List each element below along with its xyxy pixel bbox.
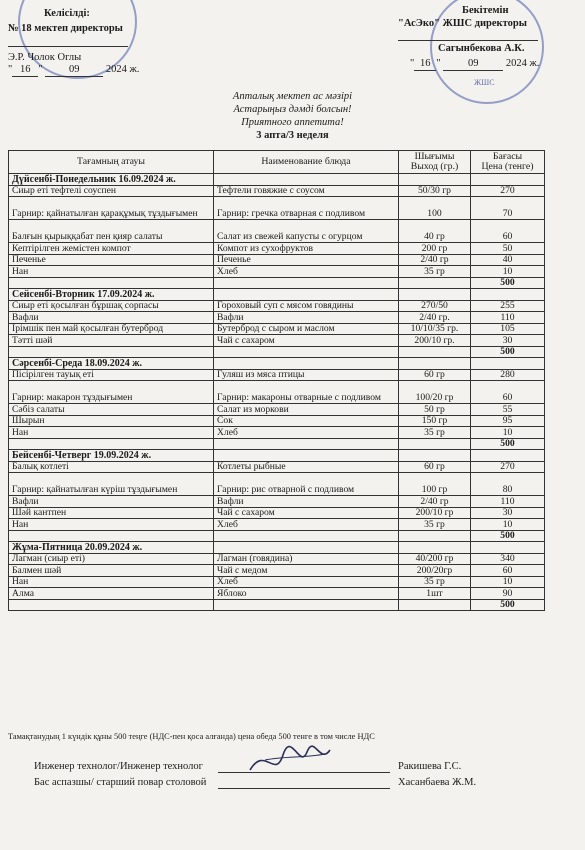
- yield-cell: 200 гр: [399, 243, 471, 255]
- dish-name-kz: Гарнир: макарон тұздығымен: [9, 381, 214, 404]
- dish-name-ru: Чай с сахаром: [214, 335, 399, 347]
- dish-name-ru: Тефтели говяжие с соусом: [214, 185, 399, 197]
- dish-name-kz: Нан: [9, 266, 214, 278]
- dish-name-ru: Гарнир: макароны отварные с подливом: [214, 381, 399, 404]
- dish-name-ru: Вафли: [214, 312, 399, 324]
- dish-name-ru: Вафли: [214, 496, 399, 508]
- dish-name-kz: Балық котлеті: [9, 461, 214, 473]
- dish-name-ru: Хлеб: [214, 519, 399, 531]
- day-header-row: [9, 174, 545, 186]
- col-header-name-ru: Наименование блюда: [214, 151, 399, 174]
- yield-cell: 40 гр: [399, 220, 471, 243]
- yield-cell: 35 гр: [399, 519, 471, 531]
- dish-name-ru: Компот из сухофруктов: [214, 243, 399, 255]
- menu-row: [9, 266, 545, 278]
- dish-name-kz: Печенье: [9, 254, 214, 266]
- yield-cell: 200/20гр: [399, 565, 471, 577]
- dish-name-ru: Чай с медом: [214, 565, 399, 577]
- total-row: [9, 346, 545, 358]
- menu-row: [9, 300, 545, 312]
- dish-name-ru: [214, 277, 399, 289]
- yield-cell: [399, 599, 471, 611]
- dish-name-kz: Тәтті шәй: [9, 335, 214, 347]
- greeting-ru: Приятного аппетита!: [241, 117, 344, 128]
- price-cell: 110: [471, 496, 545, 508]
- yield-cell: 40/200 гр: [399, 553, 471, 565]
- price-cell: 500: [471, 438, 545, 450]
- dish-name-kz: Пісірілген тауық еті: [9, 369, 214, 381]
- dish-name-ru: Гороховый суп с мясом говядины: [214, 300, 399, 312]
- dish-name-ru: [214, 289, 399, 301]
- dish-name-kz: Балғын қырыққабат пен қияр салаты: [9, 220, 214, 243]
- signer2-role: Бас аспазшы/ старший повар столовой: [34, 777, 207, 788]
- menu-row: [9, 197, 545, 220]
- yield-cell: [399, 277, 471, 289]
- yield-cell: [399, 346, 471, 358]
- dish-name-ru: Яблоко: [214, 588, 399, 600]
- menu-row: [9, 496, 545, 508]
- menu-row: [9, 369, 545, 381]
- menu-row: [9, 588, 545, 600]
- price-cell: 10: [471, 427, 545, 439]
- dish-name-kz: Шырын: [9, 415, 214, 427]
- yield-cell: [399, 530, 471, 542]
- yield-cell: [399, 174, 471, 186]
- dish-name-kz: Сәбіз салаты: [9, 404, 214, 416]
- yield-cell: 270/50: [399, 300, 471, 312]
- signer1-name: Ракишева Г.С.: [398, 761, 462, 772]
- menu-row: [9, 185, 545, 197]
- yield-cell: 150 гр: [399, 415, 471, 427]
- dish-name-ru: Гарнир: рис отварной с подливом: [214, 473, 399, 496]
- approval-right-position: "АсЭко" ЖШС директоры: [398, 18, 527, 29]
- dish-name-ru: [214, 542, 399, 554]
- dish-name-kz: Вафли: [9, 496, 214, 508]
- dish-name-ru: [214, 438, 399, 450]
- price-cell: 500: [471, 599, 545, 611]
- signature-scribble: [245, 740, 335, 780]
- dish-name-kz: [9, 346, 214, 358]
- menu-row: [9, 461, 545, 473]
- day-header-row: [9, 542, 545, 554]
- price-cell: 90: [471, 588, 545, 600]
- yield-cell: [399, 450, 471, 462]
- col-header-yield: Шығымы Выход (гр.): [399, 151, 471, 174]
- dish-name-kz: Шәй кантпен: [9, 507, 214, 519]
- price-note: Тамақтанудың 1 күндік құны 500 теңге (НДС-пен қоса алғанда) цена обеда 500 тенге в том числе НДС: [8, 732, 375, 741]
- price-cell: 80: [471, 473, 545, 496]
- dish-name-kz: [9, 530, 214, 542]
- price-cell: 105: [471, 323, 545, 335]
- dish-name-ru: Лагман (говядина): [214, 553, 399, 565]
- dish-name-ru: [214, 174, 399, 186]
- dish-name-ru: [214, 599, 399, 611]
- menu-row: [9, 553, 545, 565]
- price-cell: 10: [471, 266, 545, 278]
- menu-row: [9, 254, 545, 266]
- menu-row: [9, 220, 545, 243]
- day-header-row: [9, 450, 545, 462]
- price-cell: 70: [471, 197, 545, 220]
- signer2-name: Хасанбаева Ж.М.: [398, 777, 477, 788]
- total-row: [9, 277, 545, 289]
- dish-name-kz: Гарнир: қайнатылған күріш тұздығымен: [9, 473, 214, 496]
- stamp-label: ЖШС: [474, 78, 495, 87]
- dish-name-kz: Нан: [9, 576, 214, 588]
- dish-name-ru: Гарнир: гречка отварная с подливом: [214, 197, 399, 220]
- menu-table: [8, 150, 545, 611]
- yield-cell: [399, 358, 471, 370]
- col-header-price: Бағасы Цена (тенге): [471, 151, 545, 174]
- price-cell: 95: [471, 415, 545, 427]
- yield-cell: 10/10/35 гр.: [399, 323, 471, 335]
- dish-name-kz: Нан: [9, 519, 214, 531]
- dish-name-kz: Гарнир: қайнатылған қарақұмық тұздығымен: [9, 197, 214, 220]
- price-cell: 10: [471, 519, 545, 531]
- price-cell: 280: [471, 369, 545, 381]
- price-cell: [471, 542, 545, 554]
- dish-name-ru: [214, 450, 399, 462]
- yield-cell: 35 гр: [399, 576, 471, 588]
- price-cell: 270: [471, 461, 545, 473]
- dish-name-kz: Жұма-Пятница 20.09.2024 ж.: [9, 542, 214, 554]
- dish-name-ru: [214, 530, 399, 542]
- day-header-row: [9, 358, 545, 370]
- dish-name-kz: Кептірілген жемістен компот: [9, 243, 214, 255]
- dish-name-kz: Алма: [9, 588, 214, 600]
- approval-left-position: № 18 мектеп директоры: [8, 23, 123, 34]
- dish-name-ru: Салат из свежей капусты с огурцом: [214, 220, 399, 243]
- dish-name-kz: [9, 438, 214, 450]
- yield-cell: 100: [399, 197, 471, 220]
- approval-left-title: Келісілді:: [44, 8, 90, 19]
- yield-cell: 60 гр: [399, 369, 471, 381]
- dish-name-ru: Котлеты рыбные: [214, 461, 399, 473]
- dish-name-kz: [9, 599, 214, 611]
- dish-name-kz: Лагман (сиыр еті): [9, 553, 214, 565]
- menu-title-kz: Апталық мектеп ас мәзірі: [232, 91, 353, 102]
- dish-name-kz: Балмен шәй: [9, 565, 214, 577]
- yield-cell: 35 гр: [399, 427, 471, 439]
- price-cell: [471, 174, 545, 186]
- approval-left-name: Э.Р. Чолок Оглы: [8, 52, 82, 63]
- dish-name-ru: [214, 346, 399, 358]
- price-cell: 30: [471, 335, 545, 347]
- dish-name-kz: Вафли: [9, 312, 214, 324]
- menu-row: [9, 323, 545, 335]
- dish-name-ru: Салат из моркови: [214, 404, 399, 416]
- menu-row: [9, 473, 545, 496]
- dish-name-ru: Сок: [214, 415, 399, 427]
- dish-name-kz: Сейсенбі-Вторник 17.09.2024 ж.: [9, 289, 214, 301]
- dish-name-ru: Печенье: [214, 254, 399, 266]
- yield-cell: 2/40 гр: [399, 254, 471, 266]
- dish-name-ru: Гуляш из мяса птицы: [214, 369, 399, 381]
- menu-row: [9, 381, 545, 404]
- price-cell: 500: [471, 277, 545, 289]
- menu-row: [9, 519, 545, 531]
- yield-cell: 100/20 гр: [399, 381, 471, 404]
- price-cell: 10: [471, 576, 545, 588]
- dish-name-kz: Сиыр еті тефтелі соуспен: [9, 185, 214, 197]
- dish-name-kz: Сәрсенбі-Среда 18.09.2024 ж.: [9, 358, 214, 370]
- price-cell: 50: [471, 243, 545, 255]
- dish-name-kz: Бейсенбі-Четверг 19.09.2024 ж.: [9, 450, 214, 462]
- total-row: [9, 530, 545, 542]
- yield-cell: [399, 438, 471, 450]
- dish-name-kz: [9, 277, 214, 289]
- menu-row: [9, 312, 545, 324]
- yield-cell: 50/30 гр: [399, 185, 471, 197]
- yield-cell: [399, 289, 471, 301]
- greeting-kz: Астарыңыз дәмді болсын!: [233, 104, 352, 115]
- price-cell: 270: [471, 185, 545, 197]
- price-cell: [471, 450, 545, 462]
- dish-name-ru: [214, 358, 399, 370]
- approval-right-title: Бекітемін: [462, 5, 509, 16]
- dish-name-ru: Хлеб: [214, 266, 399, 278]
- price-cell: [471, 358, 545, 370]
- menu-row: [9, 243, 545, 255]
- approval-left-date: " 16 " 09 2024 ж.: [8, 64, 140, 75]
- price-cell: 30: [471, 507, 545, 519]
- yield-cell: 200/10 гр: [399, 507, 471, 519]
- dish-name-kz: Дүйсенбі-Понедельник 16.09.2024 ж.: [9, 174, 214, 186]
- menu-row: [9, 415, 545, 427]
- dish-name-kz: Сиыр еті қосылған бұршақ сорпасы: [9, 300, 214, 312]
- menu-row: [9, 565, 545, 577]
- price-cell: 60: [471, 381, 545, 404]
- day-header-row: [9, 289, 545, 301]
- price-cell: 500: [471, 346, 545, 358]
- price-cell: 60: [471, 220, 545, 243]
- col-header-name-kz: Тағамның атауы: [9, 151, 214, 174]
- price-cell: 255: [471, 300, 545, 312]
- total-row: [9, 599, 545, 611]
- yield-cell: 2/40 гр: [399, 496, 471, 508]
- approval-right-date: " 16 " 09 2024 ж.: [410, 58, 540, 69]
- price-cell: 55: [471, 404, 545, 416]
- yield-cell: 50 гр: [399, 404, 471, 416]
- yield-cell: 35 гр: [399, 266, 471, 278]
- yield-cell: [399, 542, 471, 554]
- dish-name-kz: Нан: [9, 427, 214, 439]
- yield-cell: 2/40 гр.: [399, 312, 471, 324]
- price-cell: 40: [471, 254, 545, 266]
- yield-cell: 200/10 гр.: [399, 335, 471, 347]
- dish-name-ru: Бутерброд с сыром и маслом: [214, 323, 399, 335]
- menu-row: [9, 507, 545, 519]
- signer1-role: Инженер технолог/Инженер технолог: [34, 761, 203, 772]
- dish-name-kz: Ірімшік пен май қосылған бутерброд: [9, 323, 214, 335]
- menu-row: [9, 335, 545, 347]
- yield-cell: 100 гр: [399, 473, 471, 496]
- dish-name-ru: Чай с сахаром: [214, 507, 399, 519]
- dish-name-ru: Хлеб: [214, 427, 399, 439]
- week-label: 3 апта/3 неделя: [256, 130, 329, 141]
- price-cell: 340: [471, 553, 545, 565]
- approval-right-name: Сагынбекова А.К.: [438, 43, 525, 54]
- menu-row: [9, 404, 545, 416]
- price-cell: 110: [471, 312, 545, 324]
- price-cell: 500: [471, 530, 545, 542]
- total-row: [9, 438, 545, 450]
- menu-row: [9, 427, 545, 439]
- yield-cell: 60 гр: [399, 461, 471, 473]
- dish-name-ru: Хлеб: [214, 576, 399, 588]
- price-cell: 60: [471, 565, 545, 577]
- yield-cell: 1шт: [399, 588, 471, 600]
- menu-row: [9, 576, 545, 588]
- price-cell: [471, 289, 545, 301]
